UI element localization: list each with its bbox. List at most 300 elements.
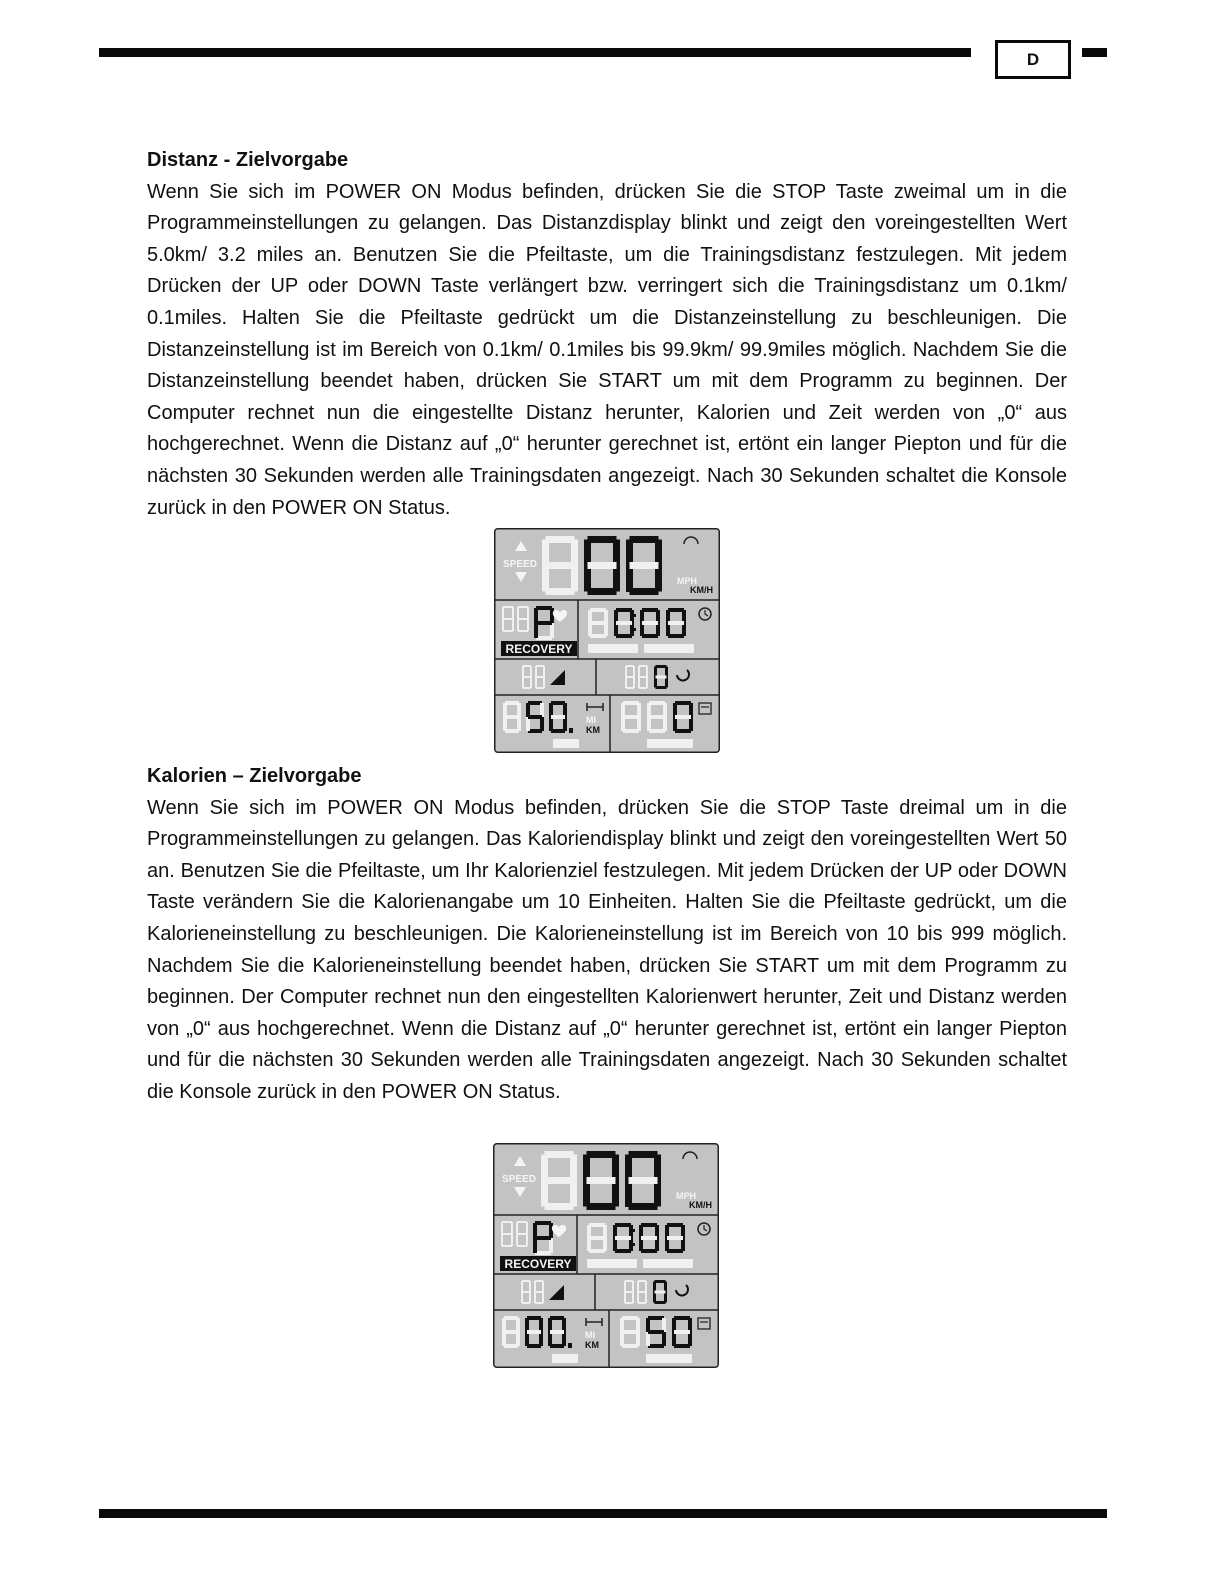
segment-a bbox=[588, 536, 617, 543]
segment-g bbox=[528, 715, 542, 719]
segment-d bbox=[674, 1344, 690, 1348]
kmh-label: KM/H bbox=[689, 1200, 712, 1210]
segment-e bbox=[624, 1292, 626, 1303]
segment-f bbox=[535, 666, 537, 677]
segment-b bbox=[663, 703, 667, 717]
segment-d bbox=[656, 686, 667, 689]
segment-c bbox=[654, 1181, 661, 1207]
segment-f bbox=[637, 1281, 639, 1292]
segment-e bbox=[637, 1292, 639, 1303]
segment-d bbox=[625, 1302, 633, 1304]
segment-b bbox=[526, 1222, 528, 1234]
segment-a bbox=[590, 608, 606, 612]
segment-e bbox=[516, 1234, 518, 1246]
segment-b bbox=[612, 1155, 619, 1181]
segment-c bbox=[655, 566, 662, 592]
segment-a bbox=[527, 1316, 541, 1320]
segment-b bbox=[517, 703, 521, 717]
segment-f bbox=[672, 1318, 676, 1332]
segment-c bbox=[562, 1332, 566, 1346]
segment-d bbox=[588, 588, 617, 595]
segment-g bbox=[626, 676, 634, 678]
segment-f bbox=[516, 1222, 518, 1234]
segment-b bbox=[664, 1282, 667, 1293]
segment-a bbox=[675, 701, 691, 705]
header-rule bbox=[99, 48, 971, 57]
distance-bar bbox=[552, 1354, 578, 1363]
segment-e bbox=[646, 1332, 650, 1346]
distance-bar bbox=[553, 739, 579, 748]
segment-e bbox=[526, 717, 530, 731]
console-display-calories bbox=[493, 1143, 719, 1368]
km-label: KM bbox=[586, 725, 600, 735]
segment-a bbox=[587, 1151, 616, 1158]
section-body: Wenn Sie sich im POWER ON Modus befinden, drücken Sie die STOP Taste zweimal um in die Programmeinstellungen zu gelangen. Das Distanzdisplay blinkt und zeigt den voreingestellten Wert 5.0km/ 3.2 miles an. Benutzen Sie die Pfeiltaste, um die Trainingsdistanz festzulegen. Mit jedem Drücken der UP oder DOWN Taste verlängert bzw. verringert sich die Trainingsdistanz um 0.1km/ 0.1miles. Halten Sie die Pfeiltaste gedrückt um die Distanzeinstellung zu beschleunigen. Die Distanzeinstellung ist im Bereich von 0.1km/ 0.1miles bis 99.9km/ 99.9miles möglich. Nachdem Sie die Distanzeinstellung beendet haben, drücken Sie START um mit dem Programm zu beginnen. Der Computer rechnet nun die eingestellte Distanz herunter, Kalorien und Zeit werden von „0“ aus hochgerechnet. Wenn die Distanz auf „0“ herunter gerechnet ist, ertönt ein langer Piepton und für die nächsten 30 Sekunden werden alle Trainingsdaten angezeigt. Nach 30 Sekunden schaltet die Konsole zurück in den POWER ON Status. bbox=[147, 180, 1067, 519]
segment-c bbox=[613, 566, 620, 592]
segment-c bbox=[570, 1181, 577, 1207]
segment-g bbox=[629, 1177, 658, 1184]
segment-e bbox=[535, 677, 537, 688]
segment-c bbox=[688, 1332, 692, 1346]
time-bar-left bbox=[587, 1259, 637, 1268]
segment-d bbox=[502, 1245, 512, 1247]
segment-f bbox=[521, 1281, 523, 1292]
segment-a bbox=[623, 701, 639, 705]
segment-g bbox=[550, 1330, 564, 1334]
segment-c bbox=[549, 1238, 553, 1253]
section-distance-target bbox=[147, 145, 1067, 524]
segment-b bbox=[646, 666, 648, 677]
segment-a bbox=[639, 665, 647, 667]
segment-f bbox=[624, 1281, 626, 1292]
language-tag: D bbox=[995, 40, 1071, 79]
segment-b bbox=[655, 540, 662, 566]
segment-f bbox=[620, 1318, 624, 1332]
segment-a bbox=[502, 1221, 512, 1223]
kmh-label: KM/H bbox=[690, 585, 713, 595]
mph-label: MPH bbox=[677, 576, 697, 586]
segment-b bbox=[665, 667, 668, 678]
segment-d bbox=[550, 1344, 564, 1348]
segment-b bbox=[632, 1281, 634, 1292]
segment-c bbox=[645, 1292, 647, 1303]
segment-g bbox=[674, 1330, 690, 1334]
segment-f bbox=[621, 703, 625, 717]
segment-a bbox=[504, 1316, 518, 1320]
segment-d bbox=[623, 729, 639, 733]
segment-c bbox=[664, 1292, 667, 1303]
segment-b bbox=[516, 1318, 520, 1332]
segment-e bbox=[672, 1332, 676, 1346]
segment-a bbox=[626, 665, 634, 667]
time-colon-top bbox=[633, 614, 636, 617]
segment-c bbox=[526, 1234, 528, 1246]
segment-e bbox=[638, 677, 640, 688]
segment-f bbox=[549, 703, 553, 717]
segment-g bbox=[642, 621, 658, 625]
segment-c bbox=[540, 717, 544, 731]
segment-c bbox=[612, 1181, 619, 1207]
segment-e bbox=[502, 1332, 506, 1346]
speed-label: SPEED bbox=[503, 559, 537, 570]
segment-d bbox=[545, 1203, 574, 1210]
segment-f bbox=[625, 666, 627, 677]
time-bar-left bbox=[588, 644, 638, 653]
segment-c bbox=[512, 619, 514, 631]
segment-g bbox=[502, 1233, 512, 1235]
segment-g bbox=[667, 1236, 683, 1240]
segment-b bbox=[570, 1155, 577, 1181]
segment-e bbox=[502, 619, 504, 631]
segment-c bbox=[633, 677, 635, 688]
segment-c bbox=[637, 717, 641, 731]
segment-g bbox=[622, 1330, 638, 1334]
header-rule-end bbox=[1082, 48, 1107, 57]
segment-a bbox=[638, 1280, 646, 1282]
time-bar-right bbox=[644, 644, 694, 653]
segment-d bbox=[642, 634, 658, 638]
segment-b bbox=[662, 1318, 666, 1332]
segment-c bbox=[663, 717, 667, 731]
segment-a bbox=[642, 608, 658, 612]
segment-e bbox=[654, 677, 657, 688]
segment-e bbox=[503, 717, 507, 731]
segment-b bbox=[529, 1281, 531, 1292]
segment-a bbox=[522, 1280, 530, 1282]
segment-a bbox=[545, 1151, 574, 1158]
segment-a bbox=[616, 608, 632, 612]
segment-a bbox=[649, 701, 665, 705]
segment-d bbox=[622, 1344, 638, 1348]
segment-d bbox=[536, 687, 544, 689]
segment-d bbox=[616, 634, 632, 638]
segment-a bbox=[656, 665, 667, 668]
recovery-label: RECOVERY bbox=[504, 1257, 572, 1271]
segment-a bbox=[535, 1221, 551, 1225]
segment-a bbox=[535, 1280, 543, 1282]
segment-a bbox=[648, 1316, 664, 1320]
segment-c bbox=[517, 717, 521, 731]
segment-g bbox=[536, 676, 544, 678]
section-heading: Kalorien – Zielvorgabe bbox=[147, 765, 362, 787]
segment-e bbox=[673, 717, 677, 731]
mph-label: MPH bbox=[676, 1191, 696, 1201]
segment-d bbox=[546, 588, 575, 595]
segment-d bbox=[639, 687, 647, 689]
segment-a bbox=[674, 1316, 690, 1320]
segment-f bbox=[525, 1318, 529, 1332]
time-bar-right bbox=[643, 1259, 693, 1268]
segment-b bbox=[613, 540, 620, 566]
segment-e bbox=[548, 1332, 552, 1346]
segment-e bbox=[525, 1332, 529, 1346]
segment-g bbox=[615, 1236, 631, 1240]
segment-f bbox=[533, 1223, 537, 1238]
segment-g bbox=[590, 621, 606, 625]
segment-g bbox=[648, 1330, 664, 1334]
mi-label: MI bbox=[585, 1330, 595, 1340]
calories-bar bbox=[646, 1354, 692, 1363]
segment-a bbox=[517, 1221, 527, 1223]
distance-decimal-point bbox=[568, 1343, 572, 1348]
segment-g bbox=[546, 562, 575, 569]
segment-c bbox=[571, 566, 578, 592]
segment-b bbox=[645, 1281, 647, 1292]
segment-b bbox=[540, 703, 544, 717]
segment-b bbox=[543, 666, 545, 677]
segment-g bbox=[505, 715, 519, 719]
segment-g bbox=[527, 1330, 541, 1334]
segment-d bbox=[536, 636, 552, 640]
segment-b bbox=[563, 703, 567, 717]
segment-g bbox=[517, 1233, 527, 1235]
segment-a bbox=[622, 1316, 638, 1320]
segment-a bbox=[625, 1280, 633, 1282]
segment-c bbox=[662, 1332, 666, 1346]
segment-d bbox=[522, 1302, 530, 1304]
segment-a bbox=[518, 606, 528, 608]
segment-e bbox=[620, 1332, 624, 1346]
segment-f bbox=[501, 1222, 503, 1234]
segment-a bbox=[536, 665, 544, 667]
segment-a bbox=[528, 701, 542, 705]
segment-g bbox=[675, 715, 691, 719]
km-label: KM bbox=[585, 1340, 599, 1350]
segment-b bbox=[512, 607, 514, 619]
segment-g bbox=[551, 715, 565, 719]
section-heading: Distanz - Zielvorgabe bbox=[147, 149, 349, 171]
segment-a bbox=[523, 665, 531, 667]
segment-e bbox=[549, 717, 553, 731]
segment-b bbox=[562, 1318, 566, 1332]
segment-b bbox=[637, 703, 641, 717]
segment-c bbox=[646, 677, 648, 688]
segment-d bbox=[505, 729, 519, 733]
segment-d bbox=[649, 729, 665, 733]
segment-c bbox=[516, 1332, 520, 1346]
footer-rule bbox=[99, 1509, 1107, 1518]
segment-e bbox=[542, 566, 549, 592]
segment-g bbox=[545, 1177, 574, 1184]
segment-g bbox=[630, 562, 659, 569]
segment-f bbox=[534, 1281, 536, 1292]
segment-b bbox=[542, 1281, 544, 1292]
segment-f bbox=[626, 540, 633, 566]
segment-g bbox=[587, 1177, 616, 1184]
segment-d bbox=[641, 1249, 657, 1253]
segment-g bbox=[522, 1291, 530, 1293]
segment-d bbox=[523, 687, 531, 689]
segment-b bbox=[571, 540, 578, 566]
segment-g bbox=[504, 1330, 518, 1334]
segment-e bbox=[517, 619, 519, 631]
segment-d bbox=[648, 1344, 664, 1348]
segment-d bbox=[626, 687, 634, 689]
segment-f bbox=[625, 1155, 632, 1181]
segment-e bbox=[534, 623, 538, 638]
lcd-panel bbox=[493, 1143, 719, 1368]
segment-f bbox=[517, 607, 519, 619]
segment-f bbox=[522, 666, 524, 677]
segment-d bbox=[535, 1302, 543, 1304]
segment-b bbox=[530, 666, 532, 677]
segment-d bbox=[527, 1344, 541, 1348]
segment-g bbox=[656, 676, 667, 679]
segment-e bbox=[501, 1234, 503, 1246]
segment-c bbox=[543, 677, 545, 688]
segment-f bbox=[673, 703, 677, 717]
segment-d bbox=[518, 630, 528, 632]
segment-b bbox=[539, 1318, 543, 1332]
segment-c bbox=[530, 677, 532, 688]
segment-b bbox=[636, 1318, 640, 1332]
segment-g bbox=[518, 618, 528, 620]
segment-e bbox=[653, 1292, 656, 1303]
segment-g bbox=[535, 1291, 543, 1293]
segment-b bbox=[633, 666, 635, 677]
segment-e bbox=[534, 1292, 536, 1303]
segment-g bbox=[616, 621, 632, 625]
segment-a bbox=[503, 606, 513, 608]
segment-a bbox=[641, 1223, 657, 1227]
segment-c bbox=[665, 677, 668, 688]
segment-d bbox=[504, 1344, 518, 1348]
segment-a bbox=[615, 1223, 631, 1227]
segment-a bbox=[667, 1223, 683, 1227]
segment-e bbox=[647, 717, 651, 731]
segment-c bbox=[529, 1292, 531, 1303]
segment-a bbox=[536, 606, 552, 610]
segment-a bbox=[546, 536, 575, 543]
segment-f bbox=[526, 703, 530, 717]
calories-bar bbox=[647, 739, 693, 748]
segment-c bbox=[632, 1292, 634, 1303]
segment-a bbox=[668, 608, 684, 612]
time-colon-top bbox=[632, 1229, 635, 1232]
segment-a bbox=[551, 701, 565, 705]
segment-d bbox=[675, 729, 691, 733]
segment-a bbox=[589, 1223, 605, 1227]
segment-g bbox=[625, 1291, 633, 1293]
section-body: Wenn Sie sich im POWER ON Modus befinden, drücken Sie die STOP Taste dreimal um in die Programmeinstellungen zu gelangen. Das Kaloriendisplay blinkt und zeigt den voreingestellten Wert 50 an. Benutzen Sie die Pfeiltaste, um Ihr Kalorienziel festzulegen. Mit jedem Drücken der UP oder DOWN Taste verändern Sie die Kalorienangabe um 10 Einheiten. Halten Sie die Pfeiltaste gedrückt, um die Kalorieneinstellung zu beschleunigen. Die Kalorieneinstellung ist im Bereich von 10 bis 999 möglich. Nachdem Sie die Kalorieneinstellung beendet haben, drücken Sie START um mit dem Programm zu beginnen. Der Computer rechnet nun den eingestellten Kalorienwert herunter, Zeit und Distanz werden von „0“ aus hochgerechnet. Wenn die Distanz auf „0“ herunter gerechnet ist, ertönt ein langer Piepton und für die nächsten 30 Sekunden werden alle Trainingsdaten angezeigt. Nach 30 Sekunden schaltet die Konsole zurück in den POWER ON Status. bbox=[147, 796, 1067, 1103]
segment-f bbox=[502, 607, 504, 619]
segment-g bbox=[638, 1291, 646, 1293]
segment-e bbox=[522, 677, 524, 688]
segment-d bbox=[589, 1249, 605, 1253]
segment-e bbox=[521, 1292, 523, 1303]
segment-a bbox=[655, 1280, 666, 1283]
segment-b bbox=[689, 703, 693, 717]
segment-c bbox=[563, 717, 567, 731]
lcd-panel bbox=[494, 528, 720, 753]
segment-g bbox=[503, 618, 513, 620]
segment-a bbox=[550, 1316, 564, 1320]
segment-d bbox=[668, 634, 684, 638]
segment-c bbox=[527, 619, 529, 631]
segment-d bbox=[535, 1251, 551, 1255]
segment-a bbox=[505, 701, 519, 705]
segment-f bbox=[542, 540, 549, 566]
segment-c bbox=[539, 1332, 543, 1346]
segment-f bbox=[534, 608, 538, 623]
segment-g bbox=[589, 1236, 605, 1240]
segment-e bbox=[584, 566, 591, 592]
segment-f bbox=[653, 1282, 656, 1293]
segment-b bbox=[549, 1223, 553, 1238]
segment-g bbox=[649, 715, 665, 719]
segment-g bbox=[668, 621, 684, 625]
segment-a bbox=[630, 536, 659, 543]
segment-d bbox=[667, 1249, 683, 1253]
segment-e bbox=[541, 1181, 548, 1207]
segment-d bbox=[503, 630, 513, 632]
segment-c bbox=[636, 1332, 640, 1346]
segment-b bbox=[688, 1318, 692, 1332]
segment-f bbox=[503, 703, 507, 717]
segment-b bbox=[654, 1155, 661, 1181]
segment-d bbox=[587, 1203, 616, 1210]
segment-c bbox=[542, 1292, 544, 1303]
segment-g bbox=[588, 562, 617, 569]
speed-decimal-point bbox=[625, 1201, 631, 1207]
segment-g bbox=[535, 1236, 551, 1240]
mi-label: MI bbox=[586, 715, 596, 725]
segment-e bbox=[583, 1181, 590, 1207]
segment-f bbox=[638, 666, 640, 677]
segment-d bbox=[630, 588, 659, 595]
speed-label: SPEED bbox=[502, 1174, 536, 1185]
segment-c bbox=[689, 717, 693, 731]
segment-g bbox=[623, 715, 639, 719]
segment-d bbox=[638, 1302, 646, 1304]
segment-d bbox=[590, 634, 606, 638]
segment-e bbox=[625, 677, 627, 688]
segment-b bbox=[550, 608, 554, 623]
section-calorie-target bbox=[147, 761, 1067, 1109]
segment-g bbox=[655, 1291, 666, 1294]
segment-f bbox=[584, 540, 591, 566]
segment-d bbox=[615, 1249, 631, 1253]
console-display-distance bbox=[494, 528, 720, 753]
segment-f bbox=[502, 1318, 506, 1332]
segment-g bbox=[536, 621, 552, 625]
segment-f bbox=[548, 1318, 552, 1332]
distance-decimal-point bbox=[569, 728, 573, 733]
segment-d bbox=[517, 1245, 527, 1247]
time-colon-bottom bbox=[632, 1243, 635, 1246]
time-colon-bottom bbox=[633, 628, 636, 631]
segment-d bbox=[528, 729, 542, 733]
segment-f bbox=[654, 667, 657, 678]
segment-f bbox=[647, 703, 651, 717]
segment-b bbox=[511, 1222, 513, 1234]
segment-a bbox=[629, 1151, 658, 1158]
segment-g bbox=[639, 676, 647, 678]
segment-g bbox=[523, 676, 531, 678]
segment-g bbox=[641, 1236, 657, 1240]
segment-f bbox=[646, 1318, 650, 1332]
segment-b bbox=[527, 607, 529, 619]
segment-d bbox=[655, 1301, 666, 1304]
segment-f bbox=[583, 1155, 590, 1181]
segment-e bbox=[621, 717, 625, 731]
segment-d bbox=[629, 1203, 658, 1210]
segment-c bbox=[550, 623, 554, 638]
segment-c bbox=[511, 1234, 513, 1246]
segment-f bbox=[541, 1155, 548, 1181]
segment-d bbox=[551, 729, 565, 733]
recovery-label: RECOVERY bbox=[505, 642, 573, 656]
